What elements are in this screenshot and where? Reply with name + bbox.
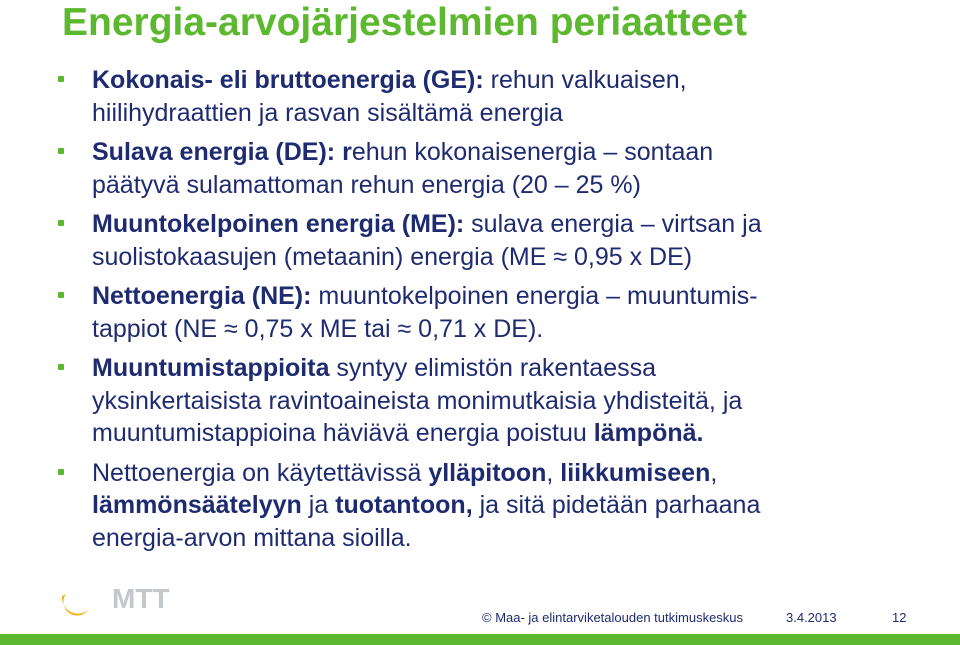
footer-page-number: 12 [892,610,907,625]
bullet-line [92,385,938,418]
bullet-item [58,457,938,555]
bullet-line [92,457,938,490]
text-segment: Nettoenergia on käytettävissä [92,458,429,487]
bullet-text [92,457,938,555]
bold-text-segment: lämpönä. [593,419,704,447]
bullet-line [92,352,938,385]
bullet-item [58,280,938,345]
bullet-text [92,208,938,273]
bullet-text [92,136,938,201]
text-segment: päätyvä sulamattoman rehun energia (20 – 25 %) [92,170,641,199]
text-segment: rehun valkuaisen, [483,66,687,94]
bold-text-segment: Nettoenergia (NE): [92,282,312,310]
bold-text-segment: tuotantoon, [335,491,473,519]
bullet-text [92,280,938,345]
text-segment: syntyy elimistön rakentaessa [329,354,657,382]
footer-organization: © Maa- ja elintarviketalouden tutkimuskeskus [482,610,744,625]
bullet-text [92,352,938,450]
bullet-line [92,97,938,130]
bullet-line [92,64,938,97]
bold-text-segment: Muuntumistappioita [92,354,330,382]
bold-text-segment: liikkumiseen [560,458,711,487]
bold-text-segment: Kokonais- eli bruttoenergia (GE): [92,66,484,94]
text-segment: , [546,458,561,487]
bullet-line [92,169,938,202]
logo-text: MTT [112,583,170,614]
bullet-marker [58,220,64,226]
footer-date: 3.4.2013 [786,610,837,625]
logo-swoosh-blue [60,570,94,618]
text-segment: tappiot (NE ≈ 0,75 x ME tai ≈ 0,71 x DE). [92,314,544,343]
text-segment: ehun kokonaisenergia – sontaan [351,138,714,166]
bullet-line [92,489,938,522]
bold-text-segment: ylläpitoon [428,458,547,487]
footer-divider [0,634,960,645]
bullet-marker [58,148,64,154]
text-segment: ja [301,491,336,519]
bullet-list [58,64,938,561]
bullet-marker [58,469,64,475]
bullet-line [92,136,938,169]
bullet-line [92,241,938,274]
logo-swoosh-yellow [62,594,88,616]
bullet-line [92,522,938,555]
slide-title: Energia-arvojärjestelmien periaatteet [62,1,747,44]
text-segment: sulava energia – virtsan ja [464,210,762,238]
mtt-logo [48,566,188,628]
bold-text-segment: lämmönsäätelyyn [92,491,302,519]
text-segment: , [710,458,718,487]
text-segment: suolistokaasujen (metaanin) energia (ME ≈ 0,95 x DE) [92,242,693,271]
text-segment: muuntokelpoinen energia – muuntumis- [311,282,758,310]
text-segment: muuntumistappioina häviävä energia poistuu [92,419,594,447]
bullet-item [58,64,938,129]
text-segment: energia-arvon mittana sioilla. [92,523,412,552]
text-segment: hiilihydraattien ja rasvan sisältämä energia [92,98,564,127]
bold-text-segment: Sulava energia (DE): r [92,138,352,166]
bullet-line [92,208,938,241]
bold-text-segment: Muuntokelpoinen energia (ME): [92,210,465,238]
text-segment: yksinkertaisista ravintoaineista monimutkaisia yhdisteitä, ja [92,386,743,415]
bullet-line [92,417,938,450]
bullet-marker [58,364,64,370]
bullet-item [58,208,938,273]
bullet-text [92,64,938,129]
bullet-item [58,352,938,450]
bullet-marker [58,292,64,298]
bullet-line [92,313,938,346]
bullet-marker [58,76,64,82]
bullet-line [92,280,938,313]
bullet-item [58,136,938,201]
text-segment: ja sitä pidetään parhaana [472,491,761,519]
